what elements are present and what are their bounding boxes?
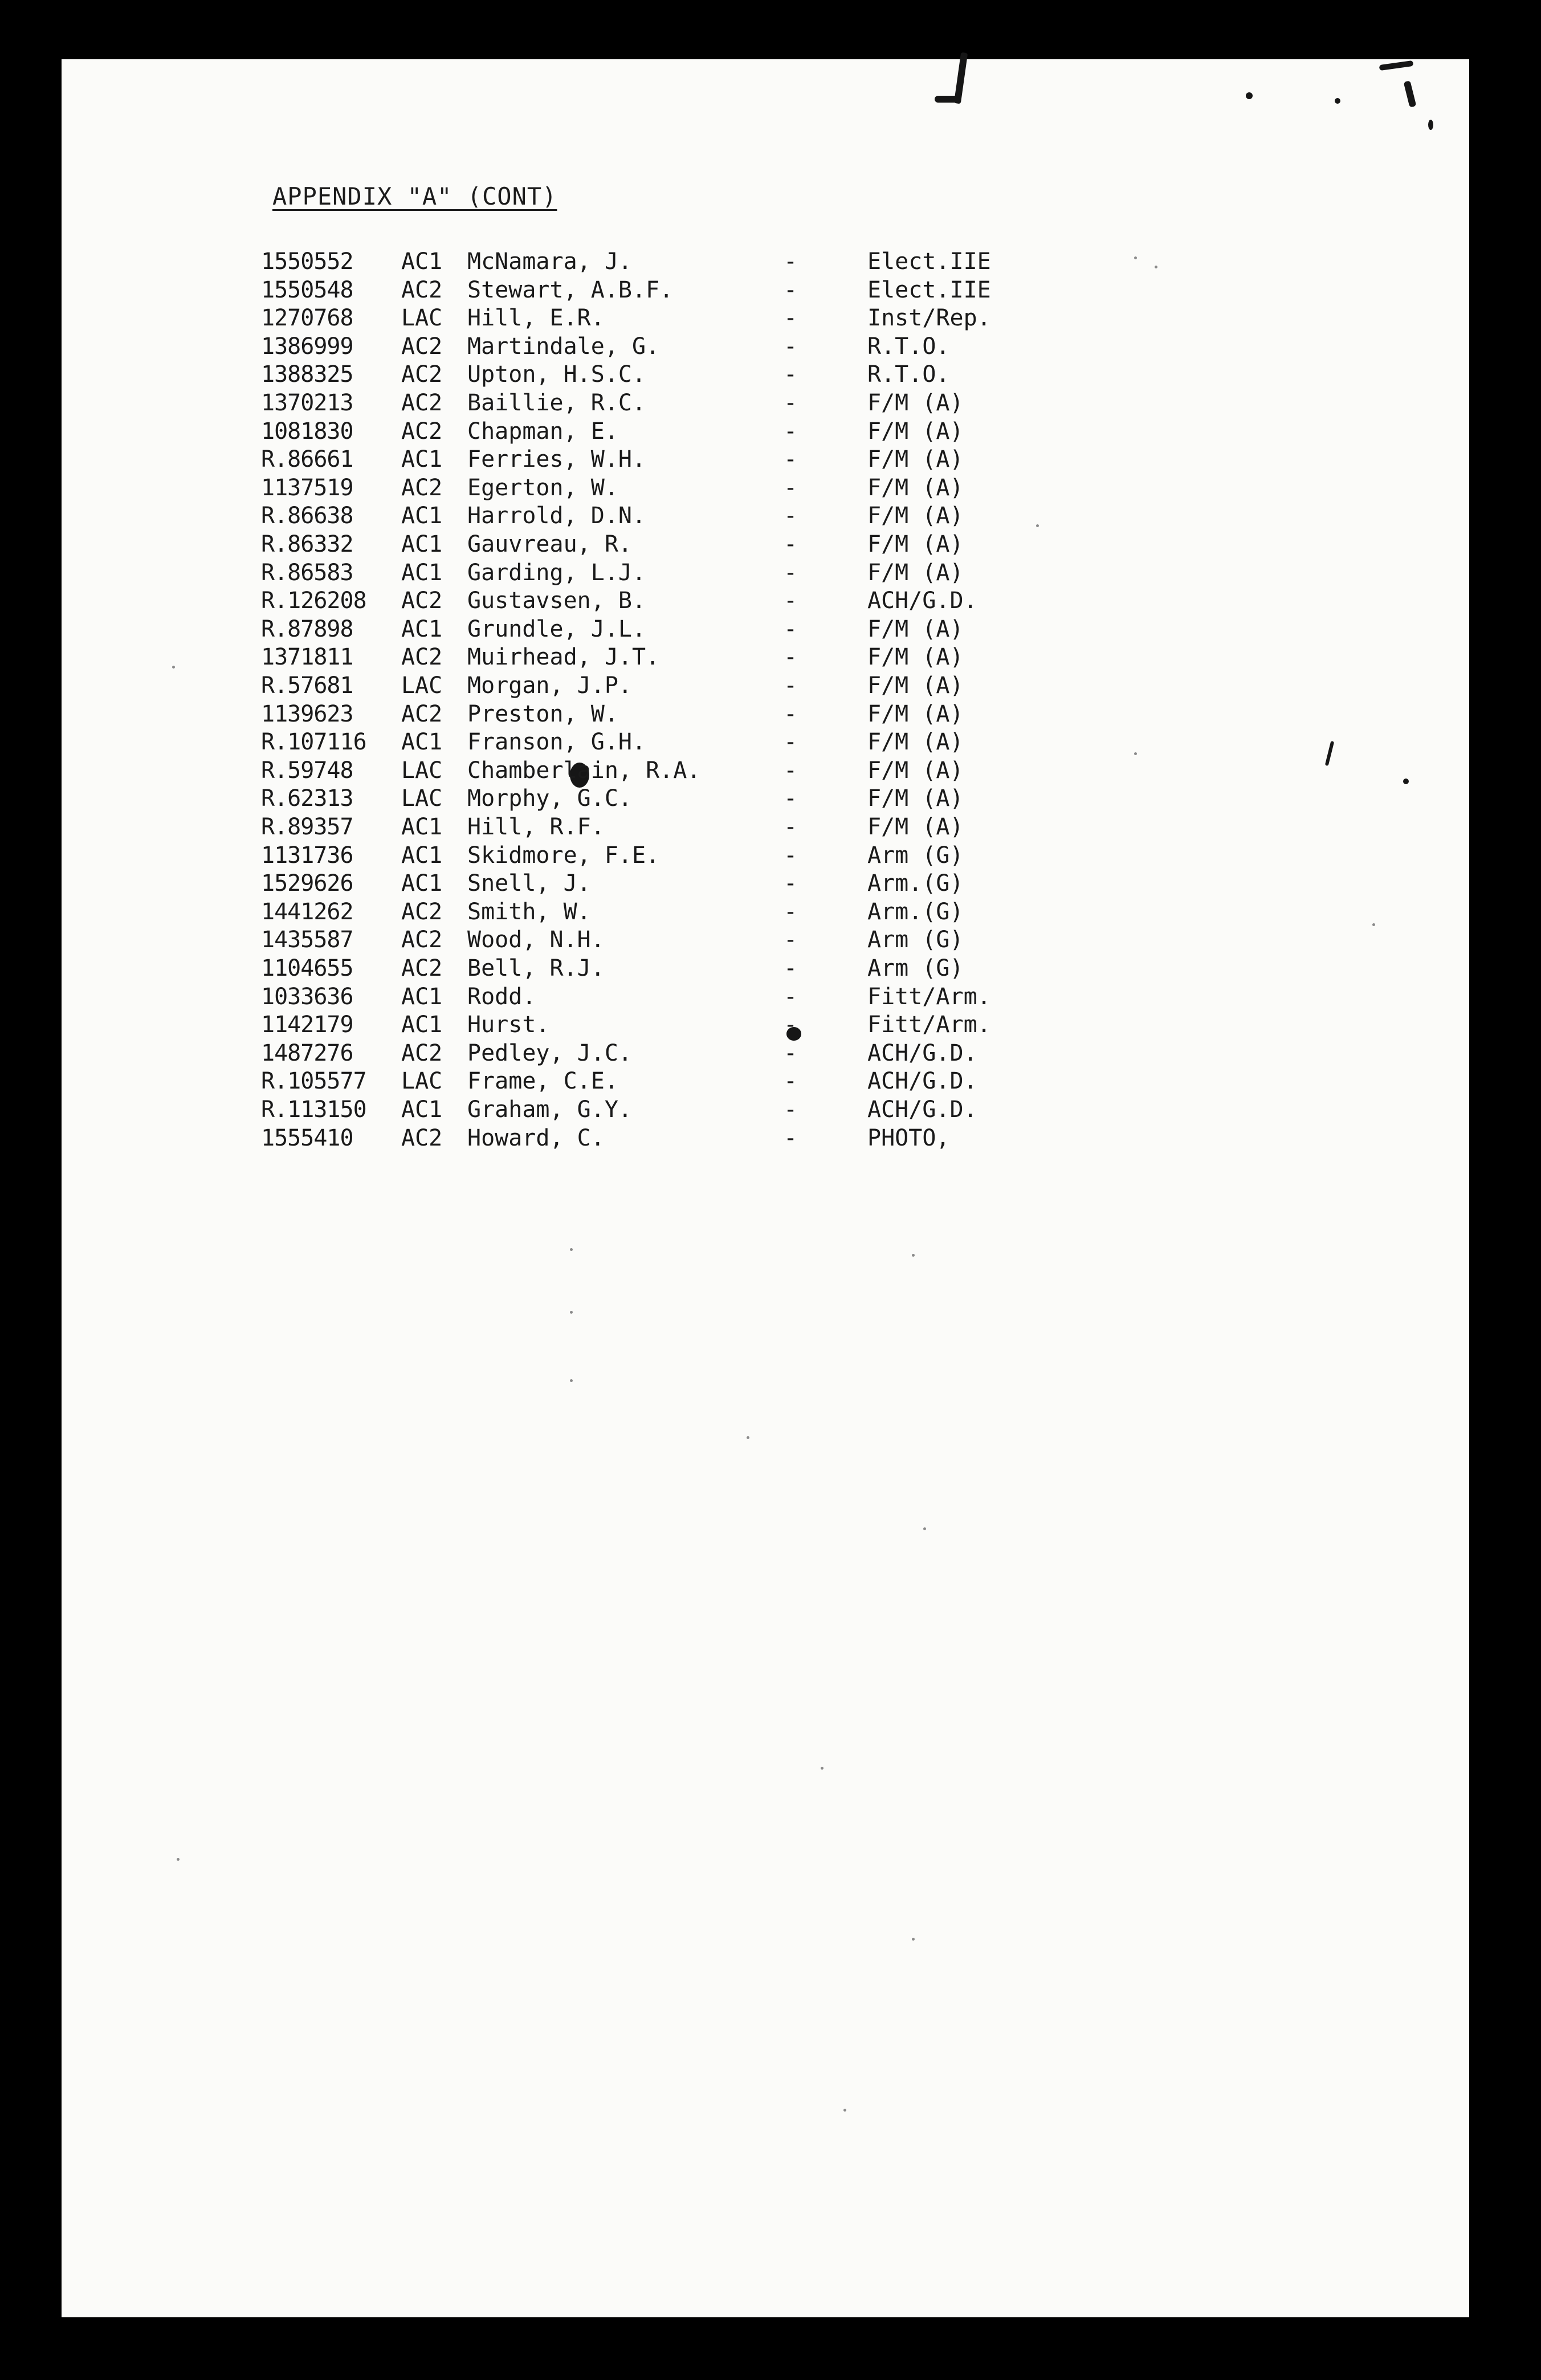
roster-row bbox=[0, 586, 1541, 615]
rank: AC2 bbox=[401, 1040, 443, 1066]
roster-row bbox=[0, 671, 1541, 700]
roster-row bbox=[0, 784, 1541, 813]
roster-row bbox=[0, 276, 1541, 304]
service-number: 1081830 bbox=[261, 418, 353, 445]
rank: LAC bbox=[401, 305, 443, 332]
service-number: 1555410 bbox=[261, 1124, 353, 1151]
member-name: Gauvreau, R. bbox=[467, 531, 632, 557]
trade: Fitt/Arm. bbox=[867, 1012, 991, 1038]
service-number: R.62313 bbox=[261, 785, 353, 812]
trade: ACH/G.D. bbox=[867, 1068, 977, 1095]
rank: AC1 bbox=[401, 842, 443, 869]
roster-row bbox=[0, 247, 1541, 276]
roster-row bbox=[0, 1010, 1541, 1039]
member-name: Rodd. bbox=[467, 983, 536, 1010]
service-number: 1550548 bbox=[261, 276, 353, 303]
rank: AC1 bbox=[401, 446, 443, 473]
service-number: 1386999 bbox=[261, 333, 353, 360]
member-name: Hill, E.R. bbox=[467, 305, 605, 332]
dash-separator: - bbox=[784, 644, 798, 671]
roster-row bbox=[0, 728, 1541, 756]
dash-separator: - bbox=[784, 842, 798, 869]
dash-separator: - bbox=[784, 955, 798, 981]
rank: AC1 bbox=[401, 729, 443, 756]
trade: F/M (A) bbox=[867, 390, 964, 416]
dash-separator: - bbox=[784, 616, 798, 642]
dash-separator: - bbox=[784, 785, 798, 812]
trade: ACH/G.D. bbox=[867, 1040, 977, 1066]
member-name: Egerton, W. bbox=[467, 474, 618, 501]
member-name: Chamberlain, R.A. bbox=[467, 757, 701, 784]
rank: AC2 bbox=[401, 390, 443, 416]
trade: ACH/G.D. bbox=[867, 588, 977, 614]
member-name: Gustavsen, B. bbox=[467, 588, 646, 614]
trade: Elect.IIE bbox=[867, 248, 991, 275]
trade: F/M (A) bbox=[867, 785, 964, 812]
dash-separator: - bbox=[784, 1040, 798, 1066]
rank: LAC bbox=[401, 673, 443, 699]
member-name: Pedley, J.C. bbox=[467, 1040, 632, 1066]
member-name: Franson, G.H. bbox=[467, 729, 646, 756]
member-name: Howard, C. bbox=[467, 1124, 605, 1151]
service-number: R.89357 bbox=[261, 814, 353, 840]
trade: F/M (A) bbox=[867, 814, 964, 840]
dash-separator: - bbox=[784, 305, 798, 332]
rank: AC1 bbox=[401, 616, 443, 642]
dash-separator: - bbox=[784, 870, 798, 897]
service-number: 1529626 bbox=[261, 870, 353, 897]
member-name: Preston, W. bbox=[467, 700, 618, 727]
service-number: 1033636 bbox=[261, 983, 353, 1010]
service-number: R.86661 bbox=[261, 446, 353, 473]
rank: AC2 bbox=[401, 333, 443, 360]
rank: AC1 bbox=[401, 531, 443, 557]
service-number: 1441262 bbox=[261, 898, 353, 925]
trade: F/M (A) bbox=[867, 700, 964, 727]
trade: F/M (A) bbox=[867, 418, 964, 445]
trade: F/M (A) bbox=[867, 446, 964, 473]
trade: R.T.O. bbox=[867, 361, 950, 388]
member-name: Stewart, A.B.F. bbox=[467, 276, 674, 303]
roster-row bbox=[0, 1067, 1541, 1095]
member-name: Bell, R.J. bbox=[467, 955, 605, 981]
rank: AC2 bbox=[401, 700, 443, 727]
member-name: Hill, R.F. bbox=[467, 814, 605, 840]
service-number: R.107116 bbox=[261, 729, 366, 756]
dash-separator: - bbox=[784, 1097, 798, 1123]
service-number: R.57681 bbox=[261, 673, 353, 699]
trade: F/M (A) bbox=[867, 503, 964, 529]
member-name: Hurst. bbox=[467, 1012, 550, 1038]
trade: Arm.(G) bbox=[867, 898, 964, 925]
service-number: 1371811 bbox=[261, 644, 353, 671]
roster-row bbox=[0, 1039, 1541, 1067]
dash-separator: - bbox=[784, 729, 798, 756]
rank: AC2 bbox=[401, 898, 443, 925]
dash-separator: - bbox=[784, 276, 798, 303]
dash-separator: - bbox=[784, 1012, 798, 1038]
rank: AC1 bbox=[401, 1012, 443, 1038]
rank: AC2 bbox=[401, 927, 443, 953]
rank: AC1 bbox=[401, 870, 443, 897]
member-name: Morgan, J.P. bbox=[467, 673, 632, 699]
dash-separator: - bbox=[784, 588, 798, 614]
roster-row bbox=[0, 756, 1541, 785]
service-number: R.86583 bbox=[261, 559, 353, 586]
dash-separator: - bbox=[784, 814, 798, 840]
dash-separator: - bbox=[784, 361, 798, 388]
rank: AC1 bbox=[401, 983, 443, 1010]
rank: LAC bbox=[401, 1068, 443, 1095]
roster-row bbox=[0, 813, 1541, 841]
trade: F/M (A) bbox=[867, 531, 964, 557]
rank: AC2 bbox=[401, 361, 443, 388]
dash-separator: - bbox=[784, 559, 798, 586]
roster-row bbox=[0, 332, 1541, 361]
service-number: R.86332 bbox=[261, 531, 353, 557]
dash-separator: - bbox=[784, 1124, 798, 1151]
service-number: 1137519 bbox=[261, 474, 353, 501]
rank: AC1 bbox=[401, 503, 443, 529]
member-name: Morphy, G.C. bbox=[467, 785, 632, 812]
member-name: Grundle, J.L. bbox=[467, 616, 646, 642]
roster-row bbox=[0, 417, 1541, 446]
member-name: Martindale, G. bbox=[467, 333, 660, 360]
trade: F/M (A) bbox=[867, 673, 964, 699]
member-name: Baillie, R.C. bbox=[467, 390, 646, 416]
service-number: 1131736 bbox=[261, 842, 353, 869]
dash-separator: - bbox=[784, 503, 798, 529]
member-name: Ferries, W.H. bbox=[467, 446, 646, 473]
dash-separator: - bbox=[784, 757, 798, 784]
dash-separator: - bbox=[784, 983, 798, 1010]
trade: Arm.(G) bbox=[867, 870, 964, 897]
dash-separator: - bbox=[784, 673, 798, 699]
dash-separator: - bbox=[784, 248, 798, 275]
trade: Inst/Rep. bbox=[867, 305, 991, 332]
trade: F/M (A) bbox=[867, 559, 964, 586]
member-name: Smith, W. bbox=[467, 898, 591, 925]
roster-row bbox=[0, 841, 1541, 870]
rank: AC1 bbox=[401, 248, 443, 275]
member-name: Harrold, D.N. bbox=[467, 503, 646, 529]
trade: F/M (A) bbox=[867, 644, 964, 671]
service-number: R.59748 bbox=[261, 757, 353, 784]
service-number: 1142179 bbox=[261, 1012, 353, 1038]
rank: AC2 bbox=[401, 588, 443, 614]
roster-row bbox=[0, 700, 1541, 728]
roster-row bbox=[0, 1124, 1541, 1152]
roster-row bbox=[0, 983, 1541, 1011]
roster-row bbox=[0, 360, 1541, 389]
dash-separator: - bbox=[784, 531, 798, 557]
member-name: Skidmore, F.E. bbox=[467, 842, 660, 869]
roster-row bbox=[0, 869, 1541, 898]
member-name: Garding, L.J. bbox=[467, 559, 646, 586]
rank: AC2 bbox=[401, 955, 443, 981]
service-number: R.86638 bbox=[261, 503, 353, 529]
roster-row bbox=[0, 389, 1541, 417]
trade: Arm (G) bbox=[867, 955, 964, 981]
roster-row bbox=[0, 559, 1541, 587]
trade: F/M (A) bbox=[867, 757, 964, 784]
rank: AC1 bbox=[401, 814, 443, 840]
service-number: R.87898 bbox=[261, 616, 353, 642]
service-number: 1550552 bbox=[261, 248, 353, 275]
member-name: Upton, H.S.C. bbox=[467, 361, 646, 388]
trade: F/M (A) bbox=[867, 729, 964, 756]
roster-row bbox=[0, 530, 1541, 559]
appendix-heading: APPENDIX "A" (CONT) bbox=[272, 182, 557, 210]
dash-separator: - bbox=[784, 700, 798, 727]
dash-separator: - bbox=[784, 474, 798, 501]
member-name: Chapman, E. bbox=[467, 418, 618, 445]
service-number: 1487276 bbox=[261, 1040, 353, 1066]
member-name: Muirhead, J.T. bbox=[467, 644, 660, 671]
trade: F/M (A) bbox=[867, 474, 964, 501]
trade: Arm (G) bbox=[867, 842, 964, 869]
rank: LAC bbox=[401, 785, 443, 812]
dash-separator: - bbox=[784, 390, 798, 416]
trade: Elect.IIE bbox=[867, 276, 991, 303]
service-number: 1139623 bbox=[261, 700, 353, 727]
service-number: R.126208 bbox=[261, 588, 366, 614]
rank: AC2 bbox=[401, 474, 443, 501]
trade: R.T.O. bbox=[867, 333, 950, 360]
roster-row bbox=[0, 304, 1541, 332]
roster-row bbox=[0, 898, 1541, 926]
dash-separator: - bbox=[784, 898, 798, 925]
trade: ACH/G.D. bbox=[867, 1097, 977, 1123]
trade: F/M (A) bbox=[867, 616, 964, 642]
dash-separator: - bbox=[784, 446, 798, 473]
service-number: 1104655 bbox=[261, 955, 353, 981]
roster-row bbox=[0, 445, 1541, 474]
rank: AC2 bbox=[401, 1124, 443, 1151]
rank: AC1 bbox=[401, 559, 443, 586]
roster-row bbox=[0, 502, 1541, 530]
rank: AC1 bbox=[401, 1097, 443, 1123]
service-number: 1435587 bbox=[261, 927, 353, 953]
dash-separator: - bbox=[784, 418, 798, 445]
roster-row bbox=[0, 926, 1541, 954]
roster-row bbox=[0, 474, 1541, 502]
rank: LAC bbox=[401, 757, 443, 784]
member-name: Snell, J. bbox=[467, 870, 591, 897]
trade: PHOTO, bbox=[867, 1124, 950, 1151]
rank: AC2 bbox=[401, 276, 443, 303]
roster-row bbox=[0, 1095, 1541, 1124]
roster-row bbox=[0, 615, 1541, 643]
service-number: 1388325 bbox=[261, 361, 353, 388]
service-number: R.113150 bbox=[261, 1097, 366, 1123]
member-name: Graham, G.Y. bbox=[467, 1097, 632, 1123]
trade: Fitt/Arm. bbox=[867, 983, 991, 1010]
trade: Arm (G) bbox=[867, 927, 964, 953]
member-name: Frame, C.E. bbox=[467, 1068, 618, 1095]
dash-separator: - bbox=[784, 927, 798, 953]
roster-row bbox=[0, 643, 1541, 671]
member-name: McNamara, J. bbox=[467, 248, 632, 275]
service-number: 1270768 bbox=[261, 305, 353, 332]
dash-separator: - bbox=[784, 333, 798, 360]
service-number: 1370213 bbox=[261, 390, 353, 416]
service-number: R.105577 bbox=[261, 1068, 366, 1095]
rank: AC2 bbox=[401, 418, 443, 445]
rank: AC2 bbox=[401, 644, 443, 671]
dash-separator: - bbox=[784, 1068, 798, 1095]
roster-row bbox=[0, 954, 1541, 983]
member-name: Wood, N.H. bbox=[467, 927, 605, 953]
